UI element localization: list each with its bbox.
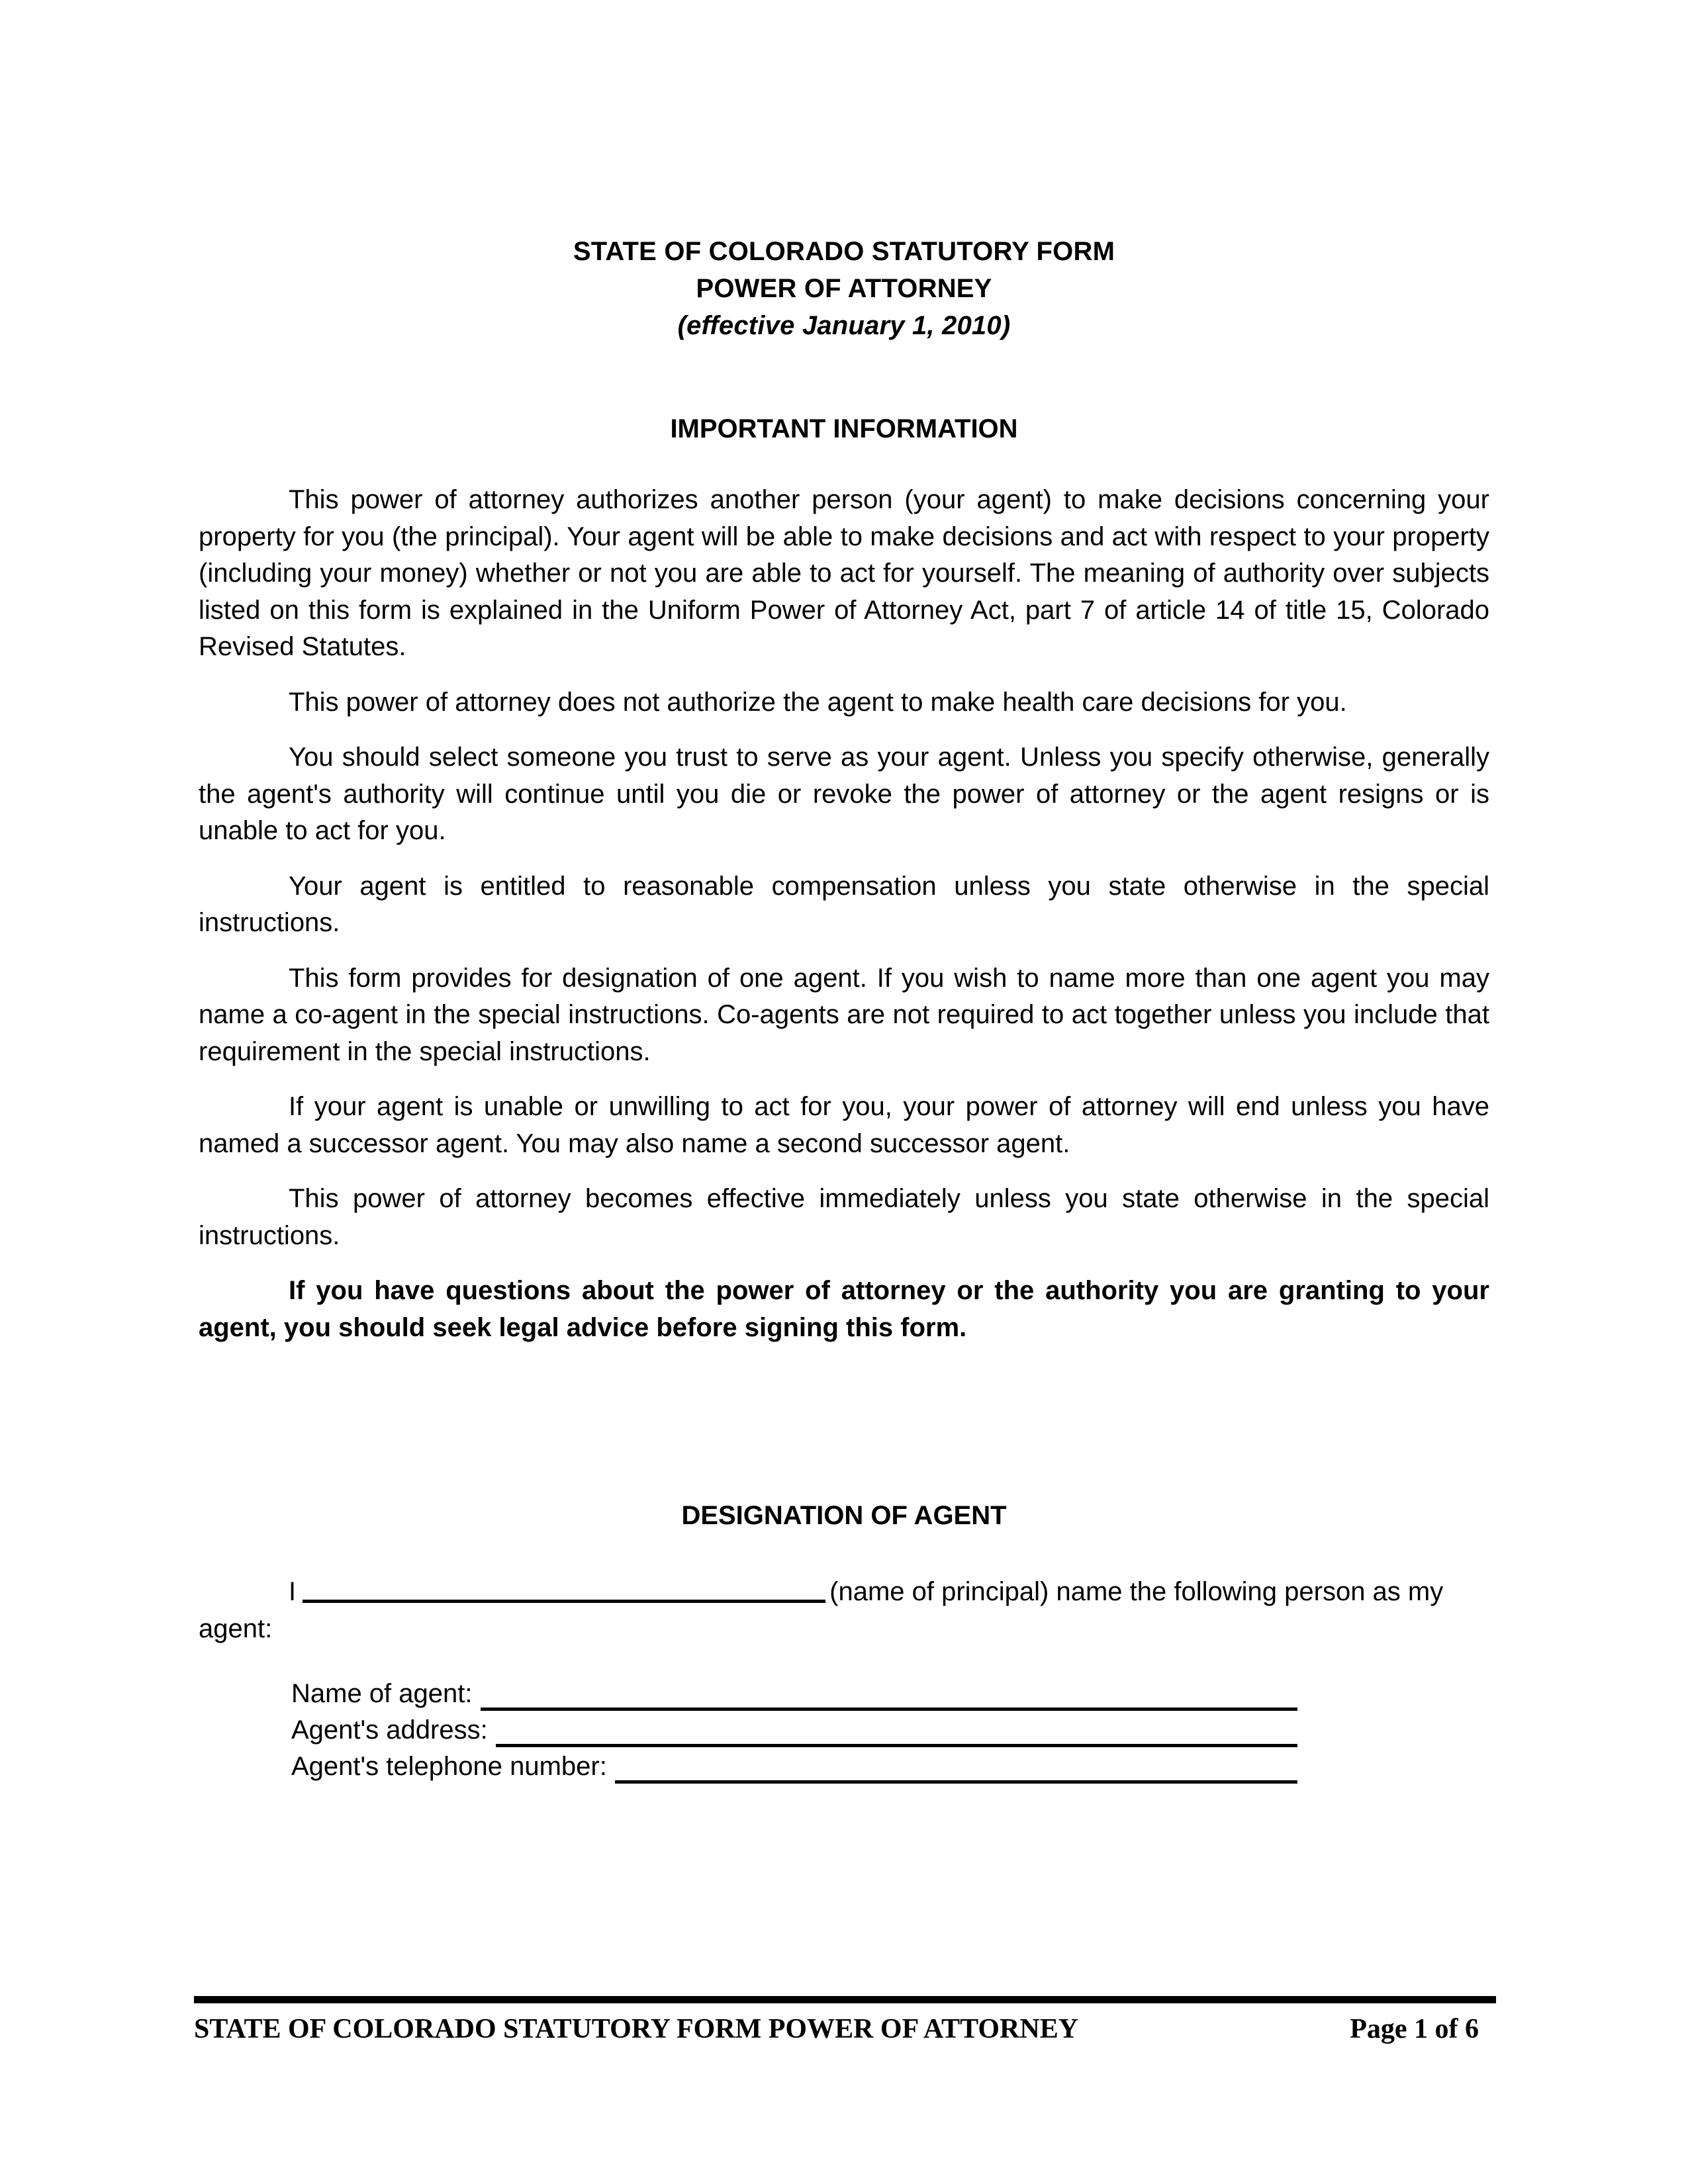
footer-content bbox=[194, 2013, 1496, 2046]
principal-suffix-label: (name of principal) name the following person as my agent: bbox=[199, 1577, 1444, 1643]
field-row-agent-address bbox=[291, 1711, 1297, 1747]
section-heading-designation-of-agent: DESIGNATION OF AGENT bbox=[681, 1501, 1007, 1530]
important-information-body bbox=[199, 482, 1489, 1346]
agent-address-input[interactable] bbox=[496, 1713, 1297, 1747]
section-heading-important-information: IMPORTANT INFORMATION bbox=[670, 414, 1018, 443]
paragraph: This power of attorney authorizes another person (your agent) to make decisions concerning your property for you (the principal). Your agent will be able to make decisions and act with respect to your property (including your money) whether or not you are able to act for yourself. The meaning of authority over subjects listed on this form is explained in the Uniform Power of Attorney Act, part 7 of article 14 of title 15, Colorado Revised Statutes. bbox=[199, 485, 1489, 661]
page-footer bbox=[194, 1996, 1496, 2046]
title-line-1: STATE OF COLORADO STATUTORY FORM bbox=[573, 237, 1115, 266]
agent-telephone-input[interactable] bbox=[615, 1750, 1297, 1784]
footer-divider bbox=[194, 1996, 1496, 2003]
principal-prefix-label: I bbox=[289, 1577, 297, 1606]
principal-name-input[interactable] bbox=[303, 1574, 825, 1603]
paragraph: This power of attorney does not authorize the agent to make health care decisions for you. bbox=[289, 687, 1347, 717]
title-effective-date: (effective January 1, 2010) bbox=[677, 311, 1011, 340]
agent-name-input[interactable] bbox=[481, 1677, 1298, 1711]
footer-page-number: Page 1 of 6 bbox=[1350, 2014, 1479, 2044]
agent-fields-group bbox=[291, 1674, 1297, 1784]
paragraph-legal-advice-notice: If you have questions about the power of attorney or the authority you are granting to your agent, you should seek legal advice before signing this form. bbox=[199, 1276, 1489, 1342]
paragraph: This form provides for designation of one agent. If you wish to name more than one agent you may name a co-agent in the special instructions. Co-agents are not required to act together unless you include that requirement in the special instructions. bbox=[199, 963, 1489, 1066]
field-row-agent-telephone bbox=[291, 1747, 1297, 1784]
designation-of-agent-body bbox=[199, 1574, 1489, 1647]
principal-name-statement bbox=[199, 1574, 1489, 1647]
document-title-block bbox=[199, 233, 1489, 344]
paragraph: If your agent is unable or unwilling to act for you, your power of attorney will end unless you have named a successor agent. You may also name a second successor agent. bbox=[199, 1092, 1489, 1158]
paragraph: You should select someone you trust to serve as your agent. Unless you specify otherwise, generally the agent's authority will continue until you die or revoke the power of attorney or the agent resigns or is unable to act for you. bbox=[199, 743, 1489, 845]
paragraph: This power of attorney becomes effective immediately unless you state otherwise in the special instructions. bbox=[199, 1184, 1489, 1250]
agent-address-label: Agent's address: bbox=[291, 1715, 488, 1745]
agent-name-label: Name of agent: bbox=[291, 1679, 473, 1708]
title-line-2: POWER OF ATTORNEY bbox=[696, 274, 992, 303]
agent-telephone-label: Agent's telephone number: bbox=[291, 1752, 607, 1781]
footer-document-title: STATE OF COLORADO STATUTORY FORM POWER OF ATTORNEY bbox=[194, 2014, 1079, 2044]
field-row-agent-name bbox=[291, 1674, 1297, 1711]
paragraph: Your agent is entitled to reasonable compensation unless you state otherwise in the special instructions. bbox=[199, 871, 1489, 937]
